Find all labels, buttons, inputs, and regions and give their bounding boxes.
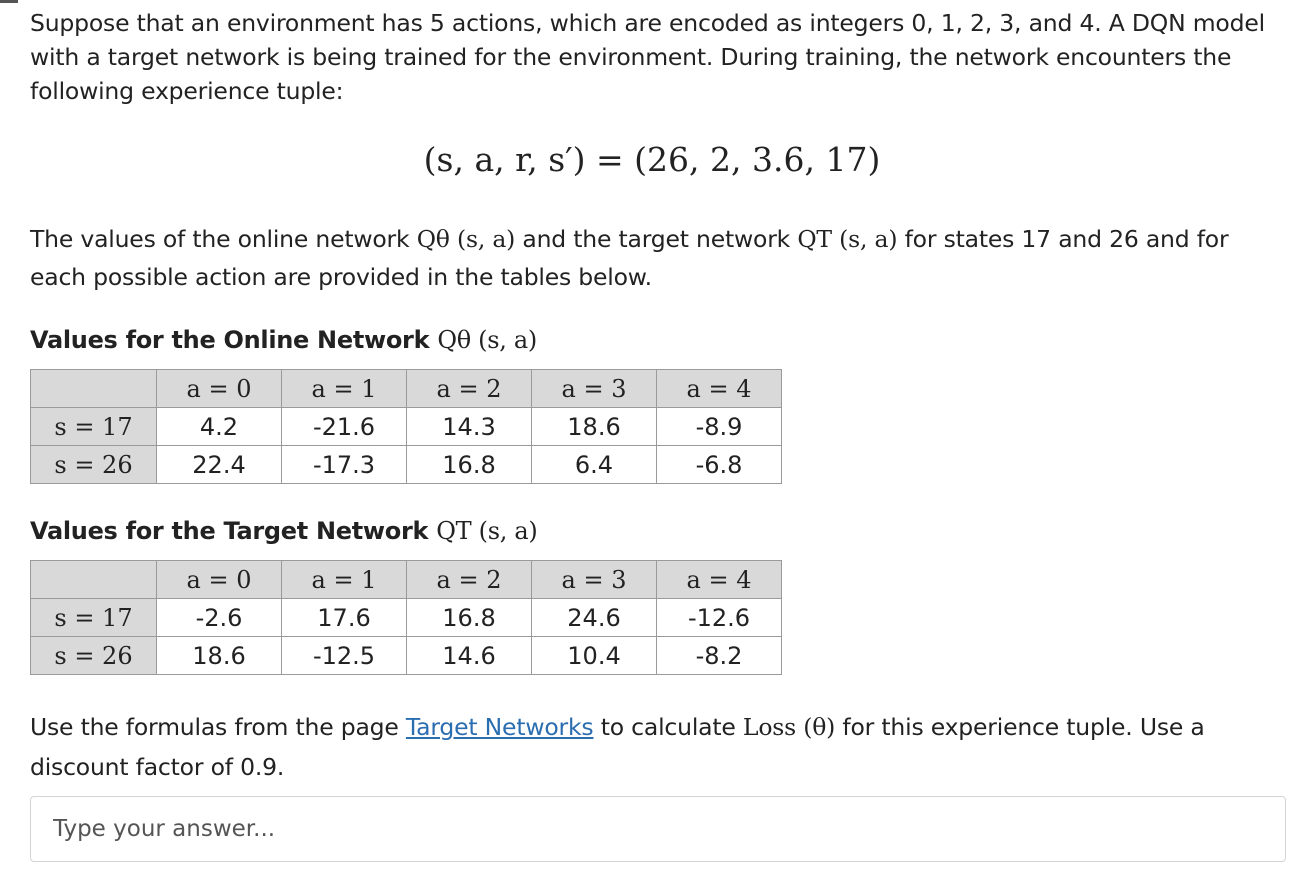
- description-part1: The values of the online network: [30, 225, 417, 253]
- question-description: [30, 220, 1285, 296]
- online-network-table: [30, 369, 782, 484]
- online-caption-text: Values for the Online Network: [30, 326, 438, 354]
- table-cell: 14.3: [407, 408, 532, 446]
- instructions-part1: Use the formulas from the page: [30, 713, 406, 741]
- instructions-part3: for this experience tuple. Use a discount factor of 0.9.: [30, 713, 1205, 781]
- row-header: s = 26: [31, 446, 157, 484]
- target-network-table: [30, 560, 782, 675]
- row-header: s = 26: [31, 637, 157, 675]
- answer-input[interactable]: [30, 796, 1286, 862]
- table-cell: -17.3: [282, 446, 407, 484]
- table-row: [31, 637, 782, 675]
- table-cell: 22.4: [157, 446, 282, 484]
- column-header: a = 2: [407, 561, 532, 599]
- instructions-part2: to calculate: [593, 713, 743, 741]
- table-cell: 16.8: [407, 446, 532, 484]
- table-cell: -12.5: [282, 637, 407, 675]
- table-row: [31, 408, 782, 446]
- row-header: s = 17: [31, 408, 157, 446]
- description-part2: and the target network: [515, 225, 798, 253]
- q-target-symbol: QT (s, a): [797, 225, 898, 253]
- question-intro: Suppose that an environment has 5 actions, which are encoded as integers 0, 1, 2, 3, and 4. A DQN model with a target network is being trained for the environment. During training, the network encounters the following experience tuple:: [30, 9, 1265, 105]
- experience-tuple-equation: [0, 140, 1304, 179]
- equation-rhs: (26, 2, 3.6, 17): [634, 140, 881, 179]
- table-cell: 18.6: [532, 408, 657, 446]
- table-row: [31, 599, 782, 637]
- column-header: a = 3: [532, 561, 657, 599]
- table-cell: 18.6: [157, 637, 282, 675]
- target-caption-symbol: QT (s, a): [436, 517, 538, 545]
- corner-cell: [31, 370, 157, 408]
- table-cell: -8.9: [657, 408, 782, 446]
- target-caption-text: Values for the Target Network: [30, 517, 437, 545]
- column-header: a = 0: [157, 561, 282, 599]
- online-caption-symbol: Qθ (s, a): [437, 326, 537, 354]
- column-header: a = 1: [282, 370, 407, 408]
- table-cell: -12.6: [657, 599, 782, 637]
- table-header-row: [31, 370, 782, 408]
- column-header: a = 4: [657, 370, 782, 408]
- column-header: a = 1: [282, 561, 407, 599]
- table-cell: -8.2: [657, 637, 782, 675]
- target-table-caption: [30, 517, 537, 545]
- corner-cell: [31, 561, 157, 599]
- table-cell: -2.6: [157, 599, 282, 637]
- table-cell: 24.6: [532, 599, 657, 637]
- equation-lhs: (s, a, r, s′) =: [423, 140, 624, 179]
- loss-symbol: Loss (θ): [742, 713, 836, 741]
- table-cell: 10.4: [532, 637, 657, 675]
- column-header: a = 0: [157, 370, 282, 408]
- table-cell: -21.6: [282, 408, 407, 446]
- q-online-symbol: Qθ (s, a): [416, 225, 516, 253]
- table-cell: 14.6: [407, 637, 532, 675]
- table-cell: 6.4: [532, 446, 657, 484]
- table-cell: 4.2: [157, 408, 282, 446]
- table-cell: 16.8: [407, 599, 532, 637]
- question-instructions: [30, 707, 1290, 787]
- column-header: a = 3: [532, 370, 657, 408]
- column-header: a = 2: [407, 370, 532, 408]
- top-left-rule: [0, 0, 18, 3]
- table-header-row: [31, 561, 782, 599]
- table-cell: -6.8: [657, 446, 782, 484]
- table-row: [31, 446, 782, 484]
- description-part3: for states 17 and 26 and for each possible action are provided in the tables below.: [30, 225, 1229, 291]
- online-table-caption: [30, 326, 537, 354]
- target-networks-link[interactable]: Target Networks: [405, 713, 594, 741]
- table-cell: 17.6: [282, 599, 407, 637]
- row-header: s = 17: [31, 599, 157, 637]
- column-header: a = 4: [657, 561, 782, 599]
